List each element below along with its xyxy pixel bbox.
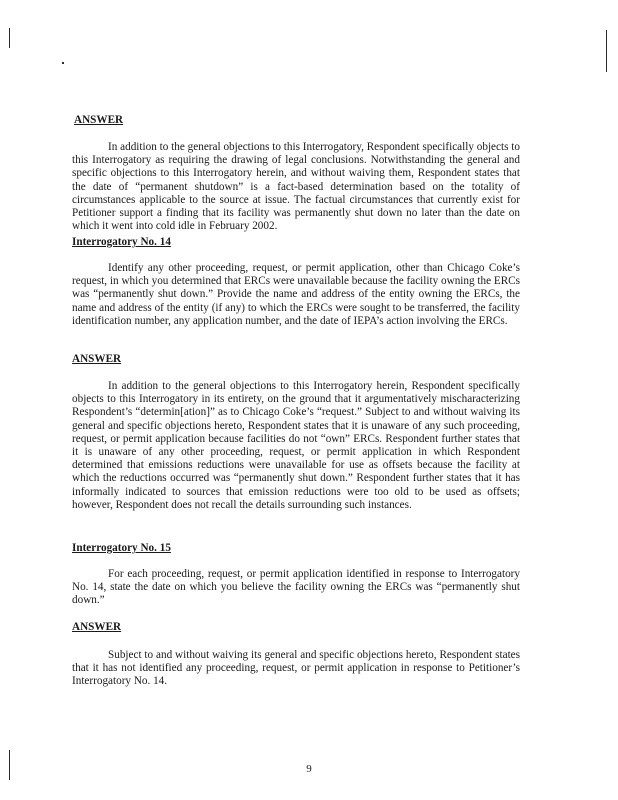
answer-text-2: In addition to the general objections to this Interrogatory herein, Respondent specifically objects to this Interrogatory in its entirety, on the ground that it argumentatively mischaracterizing Respondent’s “determin[ation]” as to Chicago Coke’s “request.” Subject to and without waiving its general and specific objections hereto, Respondent states that it is unaware of any such proceeding, request, or permit application because facilities do not “own” ERCs. Respondent further states that it is unaware of any other proceeding, request, or permit application in which Respondent determined that emissions reductions were unavailable for use as offsets because the facility at which the reductions occurred was “permanently shut down.” Respondent further states that it has informally indicated to sources that emission reductions were too old to be used as offsets; however, Respondent does not recall the details surrounding such instances. xyxy=(72,380,520,511)
interrogatory-15-heading: Interrogatory No. 15 xyxy=(72,542,171,554)
interrogatory-15-text: For each proceeding, request, or permit application identified in response to Interrogatory No. 14, state the date on which you believe the facility owning the ERCs was “permanently shut down.” xyxy=(72,568,520,607)
answer-heading-1: ANSWER xyxy=(74,114,124,126)
scan-mark-right-top xyxy=(606,30,607,72)
answer-paragraph-1 xyxy=(72,141,520,233)
interrogatory-14-heading: Interrogatory No. 14 xyxy=(72,236,171,248)
answer-paragraph-2 xyxy=(72,380,520,512)
answer-text-1: In addition to the general objections to this Interrogatory, Respondent specifically objects to this Interrogatory as requiring the drawing of legal conclusions. Notwithstanding the general and specific objections to this Interrogatory herein, and without waiving them, Respondent states that the date of “permanent shutdown” is a fact-based determination based on the totality of circumstances applicable to the source at issue. The factual circumstances that currently exist for Petitioner support a finding that its facility was permanently shut down no later than the date on which it went into cold idle in February 2002. xyxy=(72,141,520,233)
interrogatory-14-paragraph xyxy=(72,262,520,328)
scan-mark-left-top xyxy=(9,28,10,48)
interrogatory-14-text: Identify any other proceeding, request, or permit application, other than Chicago Coke’s request, in which you determined that ERCs were unavailable because the facility owning the ERCs was “permanently shut down.” Provide the name and address of the entity owning the ERCs, the name and address of the entity (if any) to which the ERCs were sought to be transferred, the facility identification number, any application number, and the date of IEPA’s action involving the ERCs. xyxy=(72,262,520,327)
answer-paragraph-3 xyxy=(72,649,520,689)
answer-heading-2: ANSWER xyxy=(72,353,122,365)
answer-text-3: Subject to and without waiving its general and specific objections hereto, Respondent states that it has not identified any proceeding, request, or permit application in response to Petitioner’s Interrogatory No. 14. xyxy=(72,649,520,688)
page-number: 9 xyxy=(306,763,312,775)
answer-heading-3: ANSWER xyxy=(72,621,122,633)
interrogatory-15-paragraph xyxy=(72,568,520,608)
scan-dot xyxy=(62,62,64,64)
